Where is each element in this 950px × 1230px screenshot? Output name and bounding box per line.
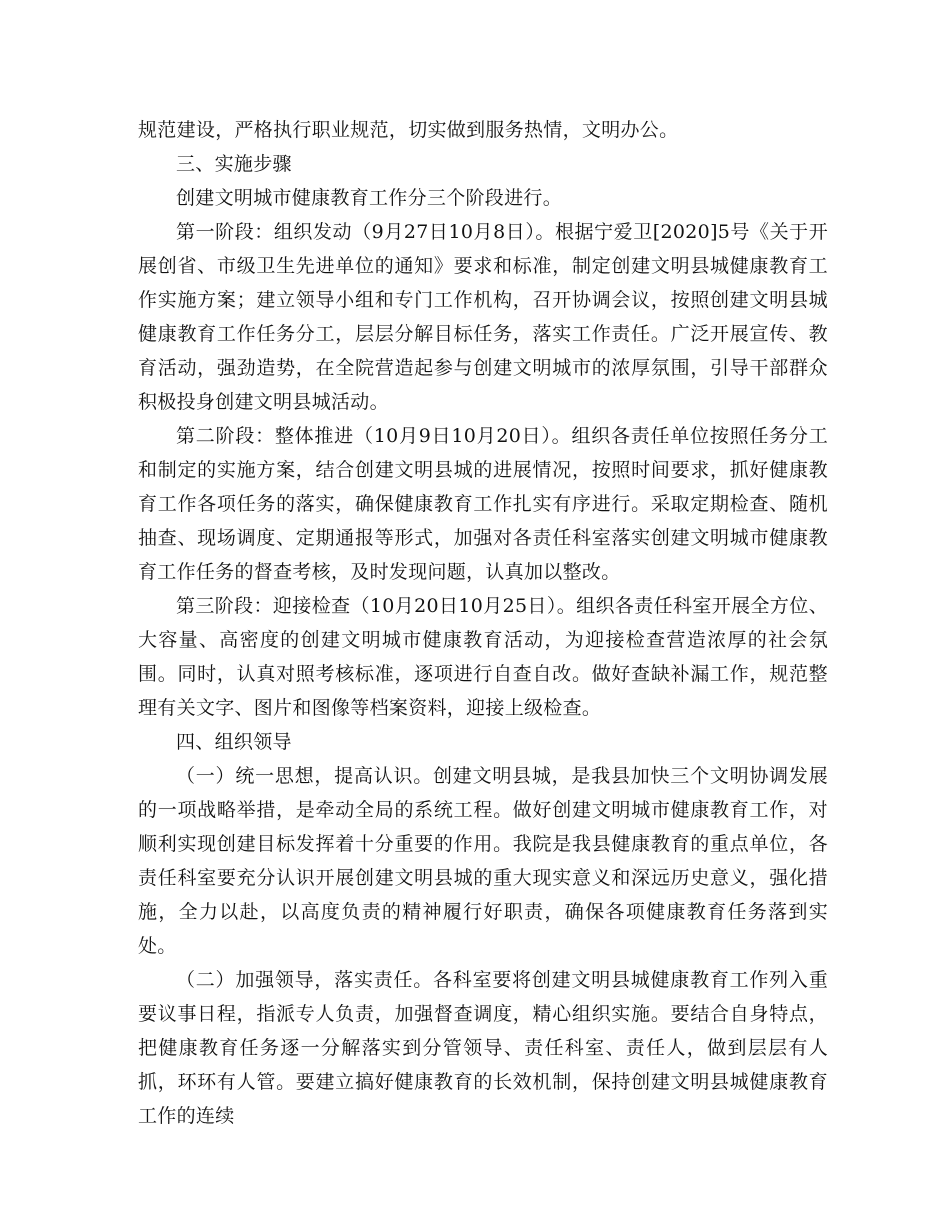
section-heading-steps: 三、实施步骤 <box>176 153 292 175</box>
document-body <box>138 113 828 1133</box>
paragraph-unify-thinking: （一）统一思想，提高认识。创建文明县城，是我县加快三个文明协调发展的一项战略举措，是牵动全局的系统工程。做好创建文明城市健康教育工作，对顺利实现创建目标发挥着十分重要的作用。我院是我县健康教育的重点单位，各责任科室要充分认识开展创建文明县城的重大现实意义和深远历史意义，强化措施，全力以赴，以高度负责的精神履行好职责，确保各项健康教育任务落到实处。 <box>138 765 828 957</box>
paragraph-continuation: 规范建设，严格执行职业规范，切实做到服务热情，文明办公。 <box>138 119 679 141</box>
section-heading-leadership: 四、组织领导 <box>176 731 292 753</box>
paragraph-stages-intro: 创建文明城市健康教育工作分三个阶段进行。 <box>176 187 563 209</box>
paragraph-stage-three: 第三阶段：迎接检查（10月20日10月25日）。组织各责任科室开展全方位、大容量、高密度的创建文明城市健康教育活动，为迎接检查营造浓厚的社会氛围。同时，认真对照考核标准，逐项进行自查自改。做好查缺补漏工作，规范整理有关文字、图片和图像等档案资料，迎接上级检查。 <box>138 595 828 719</box>
paragraph-strengthen-leadership: （二）加强领导，落实责任。各科室要将创建文明县城健康教育工作列入重要议事日程，指派专人负责，加强督查调度，精心组织实施。要结合自身特点，把健康教育任务逐一分解落实到分管领导、责任科室、责任人，做到层层有人抓，环环有人管。要建立搞好健康教育的长效机制，保持创建文明县城健康教育工作的连续 <box>138 969 828 1127</box>
paragraph-stage-one: 第一阶段：组织发动（9月27日10月8日）。根据宁爱卫[2020]5号《关于开展创省、市级卫生先进单位的通知》要求和标准，制定创建文明县城健康教育工作实施方案；建立领导小组和专门工作机构，召开协调会议，按照创建文明县城健康教育工作任务分工，层层分解目标任务，落实工作责任。广泛开展宣传、教育活动，强劲造势，在全院营造起参与创建文明城市的浓厚氛围，引导干部群众积极投身创建文明县城活动。 <box>138 221 828 413</box>
paragraph-stage-two: 第二阶段：整体推进（10月9日10月20日）。组织各责任单位按照任务分工和制定的实施方案，结合创建文明县城的进展情况，按照时间要求，抓好健康教育工作各项任务的落实，确保健康教育工作扎实有序进行。采取定期检查、随机抽查、现场调度、定期通报等形式，加强对各责任科室落实创建文明城市健康教育工作任务的督查考核，及时发现问题，认真加以整改。 <box>138 425 828 583</box>
